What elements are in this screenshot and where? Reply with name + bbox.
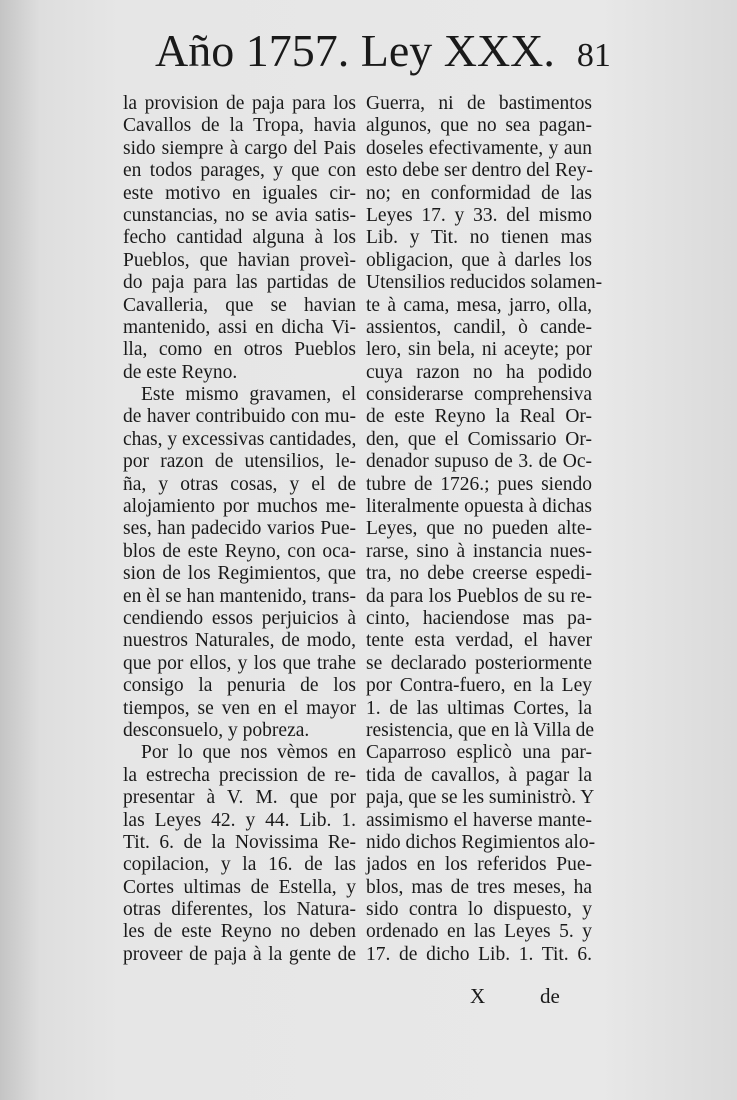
text-line: Por lo que nos vèmos en xyxy=(141,742,356,764)
text-line: denador supuso de 3. de Oc- xyxy=(366,451,592,473)
text-line: Pueblos, que havian proveì- xyxy=(123,249,356,271)
text-line: doseles efectivamente, y aun xyxy=(366,137,592,159)
text-line: Leyes 17. y 33. del mismo xyxy=(366,204,592,226)
running-header xyxy=(155,24,611,77)
text-line: lero, sin bela, ni aceyte; por xyxy=(366,339,592,361)
text-line: la provision de paja para los xyxy=(123,93,356,114)
text-line: otras diferentes, los Natura- xyxy=(123,899,356,921)
text-line: da para los Pueblos de su re- xyxy=(366,585,592,607)
text-line: de este Reyno. xyxy=(123,361,238,383)
text-line: en todos parages, y que con xyxy=(123,160,356,182)
text-line: ña, y otras cosas, y el de xyxy=(123,473,356,495)
text-line: sion de los Regimientos, que xyxy=(123,563,356,585)
text-line: las Leyes 42. y 44. Lib. 1. xyxy=(123,809,356,831)
text-line: proveer de paja à la gente de xyxy=(123,943,356,965)
text-line: no; en conformidad de las xyxy=(366,182,592,204)
text-line: tente esta verdad, el haver xyxy=(366,630,592,652)
text-line: de haver contribuido con mu- xyxy=(123,406,356,428)
text-line: cuya razon no ha podido xyxy=(366,361,592,383)
left-column xyxy=(123,93,356,966)
text-line: do paja para las partidas de xyxy=(123,272,356,294)
text-line: 17. de dicho Lib. 1. Tit. 6. xyxy=(366,943,592,965)
text-line: en èl se han mantenido, trans- xyxy=(123,585,356,607)
text-line: este motivo en iguales cir- xyxy=(123,182,356,204)
text-line: les de este Reyno no deben xyxy=(123,921,356,943)
header-title: Año 1757. Ley XXX. xyxy=(155,25,555,76)
text-line: considerarse comprehensiva xyxy=(366,384,592,406)
text-line: consigo la penuria de los xyxy=(123,675,356,697)
text-line: copilacion, y la 16. de las xyxy=(123,854,356,876)
text-line: sido siempre à cargo del Pais xyxy=(123,137,356,159)
text-line: la estrecha precission de re- xyxy=(123,764,356,786)
text-line: presentar à V. M. que por xyxy=(123,787,356,809)
text-line: te à cama, mesa, jarro, olla, xyxy=(366,294,592,316)
text-line: cunstancias, no se avia satis- xyxy=(123,204,356,226)
text-line: lla, como en otros Pueblos xyxy=(123,339,356,361)
text-line: se declarado posteriormente xyxy=(366,652,592,674)
text-line: sido contra lo dispuesto, y xyxy=(366,899,592,921)
text-line: chas, y excessivas cantidades, xyxy=(123,428,357,450)
text-line: Cavallos de la Tropa, havia xyxy=(123,115,356,137)
text-line: fecho cantidad alguna à los xyxy=(123,227,356,249)
text-line: alojamiento por muchos me- xyxy=(123,496,356,518)
text-line: obligacion, que à darles los xyxy=(366,249,592,271)
text-line: paja, que se les suministrò. Y xyxy=(366,787,595,809)
text-line: Caparroso esplicò una par- xyxy=(366,742,592,764)
text-line: tra, no debe creerse espedi- xyxy=(366,563,592,585)
text-line: tiempos, se ven en el mayor xyxy=(123,697,356,719)
text-line: que por ellos, y los que trahe xyxy=(123,652,356,674)
text-line: por Contra-fuero, en la Ley xyxy=(366,675,592,697)
text-line: assimismo el haverse mante- xyxy=(366,809,592,831)
text-line: Cavalleria, que se havian xyxy=(123,294,356,316)
text-line: jados en los referidos Pue- xyxy=(366,854,592,876)
text-line: 1. de las ultimas Cortes, la xyxy=(366,697,592,719)
text-line: Leyes, que no pueden alte- xyxy=(366,518,592,540)
text-line: resistencia, que en là Villa de xyxy=(366,719,595,741)
text-line: assientos, candil, ò cande- xyxy=(366,316,592,338)
text-line: den, que el Comissario Or- xyxy=(366,428,592,450)
text-line: por razon de utensilios, le- xyxy=(123,451,356,473)
text-line: blos de este Reyno, con oca- xyxy=(123,540,356,562)
text-line: mantenido, assi en dicha Vi- xyxy=(123,316,356,338)
text-line: nido dichos Regimientos alo- xyxy=(366,831,596,853)
text-line: Guerra, ni de bastimentos xyxy=(366,93,592,114)
text-line: cinto, haciendose mas pa- xyxy=(366,607,592,629)
text-line: blos, mas de tres meses, ha xyxy=(366,876,592,898)
text-line: tida de cavallos, à pagar la xyxy=(366,764,592,786)
text-line: tubre de 1726.; pues siendo xyxy=(366,473,592,495)
text-line: desconsuelo, y pobreza. xyxy=(123,719,310,741)
text-line: ses, han padecido varios Pue- xyxy=(123,518,356,540)
text-line: nuestros Naturales, de modo, xyxy=(123,630,356,652)
text-line: Este mismo gravamen, el xyxy=(141,384,356,406)
catchword: de xyxy=(540,984,560,1008)
text-line: Lib. y Tit. no tienen mas xyxy=(366,227,592,249)
text-line: Tit. 6. de la Novissima Re- xyxy=(123,831,356,853)
text-line: esto debe ser dentro del Rey- xyxy=(366,160,593,182)
text-line: literalmente opuesta à dichas xyxy=(366,496,592,518)
text-line: de este Reyno la Real Or- xyxy=(366,406,592,428)
text-line: rarse, sino à instancia nues- xyxy=(366,540,592,562)
text-line: ordenado en las Leyes 5. y xyxy=(366,921,592,943)
text-line: cendiendo essos perjuicios à xyxy=(123,607,356,629)
text-line: Cortes ultimas de Estella, y xyxy=(123,876,356,898)
text-line: Utensilios reducidos solamen- xyxy=(366,272,603,294)
text-line: algunos, que no sea pagan- xyxy=(366,115,592,137)
signature-mark: X xyxy=(470,984,486,1008)
page-number: 81 xyxy=(576,37,611,74)
right-column xyxy=(366,93,603,966)
